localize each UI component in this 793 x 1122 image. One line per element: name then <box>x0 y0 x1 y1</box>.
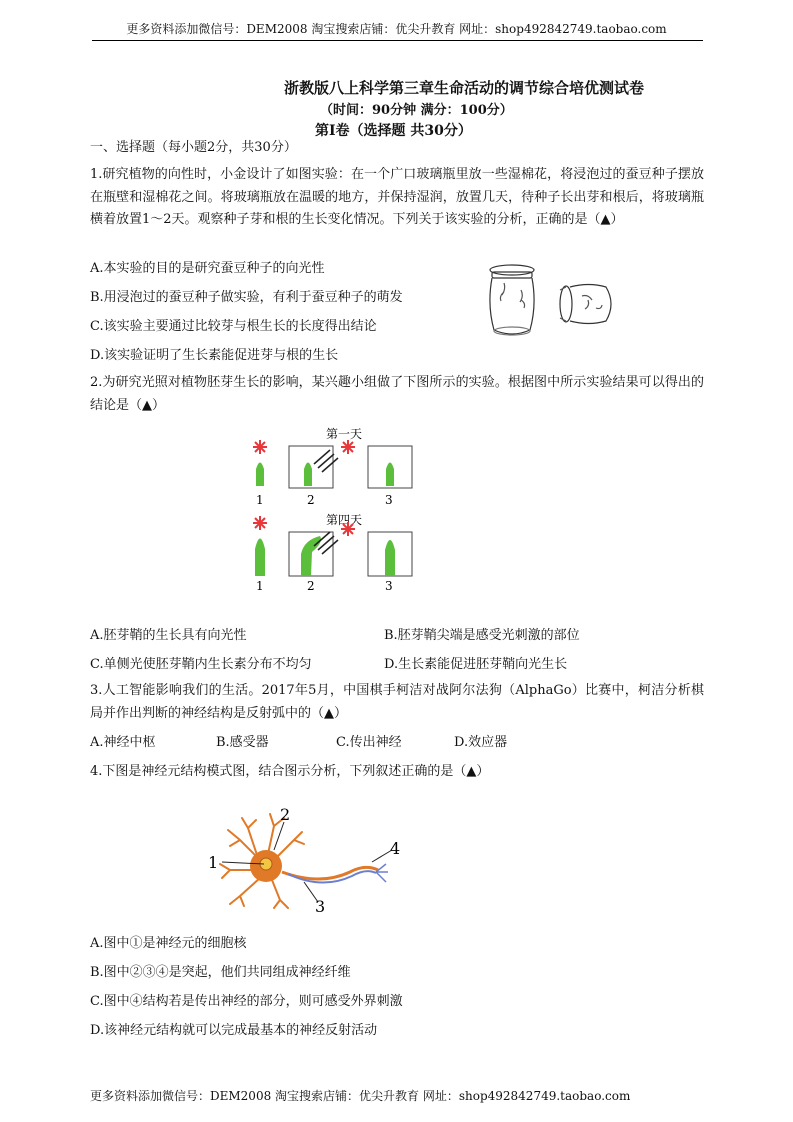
header-divider <box>92 40 703 41</box>
label-1-row2: 1 <box>256 579 264 593</box>
light-arrows-icon <box>314 532 338 554</box>
label-2-row1: 2 <box>307 493 315 507</box>
label-3-row1: 3 <box>385 493 393 507</box>
label-1-row1: 1 <box>256 493 264 507</box>
label-1: 1 <box>208 853 219 872</box>
label-2: 2 <box>280 805 291 824</box>
part-heading: 一、选择题（每小题2分，共30分） <box>90 140 297 155</box>
page-header: 更多资料添加微信号：DEM2008 淘宝搜索店铺：优尖升教育 网址：shop492842749.taobao.com <box>126 22 667 36</box>
coleoptile-3-day4 <box>385 540 395 576</box>
q4-stem: 4.下图是神经元结构模式图，结合图示分析，下列叙述正确的是（▲） <box>90 764 490 779</box>
coleoptile-1-day1 <box>256 463 264 487</box>
label-4: 4 <box>390 839 401 858</box>
sun-icon <box>253 440 267 454</box>
day4-caption: 第四天 <box>326 513 363 527</box>
q1-option-b: B.用浸泡过的蚕豆种子做实验，有利于蚕豆种子的萌发 <box>90 290 403 305</box>
sideways-jar-image <box>560 285 611 324</box>
axon-terminals <box>376 864 388 882</box>
q4-option-d: D.该神经元结构就可以完成最基本的神经反射活动 <box>90 1023 378 1038</box>
jar-figure <box>484 260 620 340</box>
q3-option-c: C.传出神经 <box>336 735 402 750</box>
q3-option-b: B.感受器 <box>216 735 269 750</box>
day1-caption: 第一天 <box>326 427 363 441</box>
q2-option-d: D.生长素能促进胚芽鞘向光生长 <box>384 657 568 672</box>
q3-option-a: A.神经中枢 <box>90 735 156 750</box>
light-arrows-icon <box>314 450 338 472</box>
q2-stem: 2.为研究光照对植物胚芽生长的影响，某兴趣小组做了下图所示的实验。根据图中所示实验结果可以得出的结论是（▲） <box>90 375 704 413</box>
q2-option-a: A.胚芽鞘的生长具有向光性 <box>90 628 247 643</box>
sun-icon <box>253 516 267 530</box>
coleoptile-1-day4 <box>255 539 265 577</box>
page-footer: 更多资料添加微信号：DEM2008 淘宝搜索店铺：优尖升教育 网址：shop492842749.taobao.com <box>90 1089 631 1103</box>
coleoptile-figure <box>246 424 426 594</box>
q4-option-a: A.图中①是神经元的细胞核 <box>90 936 247 951</box>
q2-option-c: C.单侧光使胚芽鞘内生长素分布不均匀 <box>90 657 312 672</box>
upright-jar-image <box>490 265 534 335</box>
coleoptile-2-day1 <box>304 463 312 487</box>
q1-option-d: D.该实验证明了生长素能促进芽与根的生长 <box>90 348 339 363</box>
q1-option-c: C.该实验主要通过比较芽与根生长的长度得出结论 <box>90 319 377 334</box>
q2-option-b: B.胚芽鞘尖端是感受光刺激的部位 <box>384 628 580 643</box>
q1-option-a: A.本实验的目的是研究蚕豆种子的向光性 <box>90 261 325 276</box>
exam-title: 浙教版八上科学第三章生命活动的调节综合培优测试卷 <box>284 79 645 97</box>
neuron-figure <box>200 800 410 916</box>
q4-option-c: C.图中④结构若是传出神经的部分，则可感受外界刺激 <box>90 994 403 1009</box>
label-2-row2: 2 <box>307 579 315 593</box>
exam-subtitle: （时间：90分钟 满分：100分） <box>320 103 513 118</box>
q4-option-b: B.图中②③④是突起，他们共同组成神经纤维 <box>90 965 351 980</box>
coleoptile-3-day1 <box>386 463 394 487</box>
label-3-row2: 3 <box>385 579 393 593</box>
sun-icon <box>341 440 355 454</box>
label-3: 3 <box>315 897 326 916</box>
q3-stem: 3.人工智能影响我们的生活。2017年5月，中国棋手柯洁对战阿尔法狗（AlphaGo）比赛中，柯洁分析棋局并作出判断的神经结构是反射弧中的（▲） <box>90 683 704 721</box>
section-heading: 第Ⅰ卷（选择题 共30分） <box>315 123 472 139</box>
q3-option-d: D.效应器 <box>454 735 508 750</box>
sun-icon <box>341 522 355 536</box>
q1-stem: 1.研究植物的向性时，小金设计了如图实验：在一个广口玻璃瓶里放一些湿棉花，将浸泡过的蚕豆种子摆放在瓶壁和湿棉花之间。将玻璃瓶放在温暖的地方，并保持湿润，放置几天，待种子长出芽和根后，将玻璃瓶横着放置1～2天。观察种子芽和根的生长变化情况。下列关于该实验的分析，正确的是（▲） <box>90 167 704 227</box>
